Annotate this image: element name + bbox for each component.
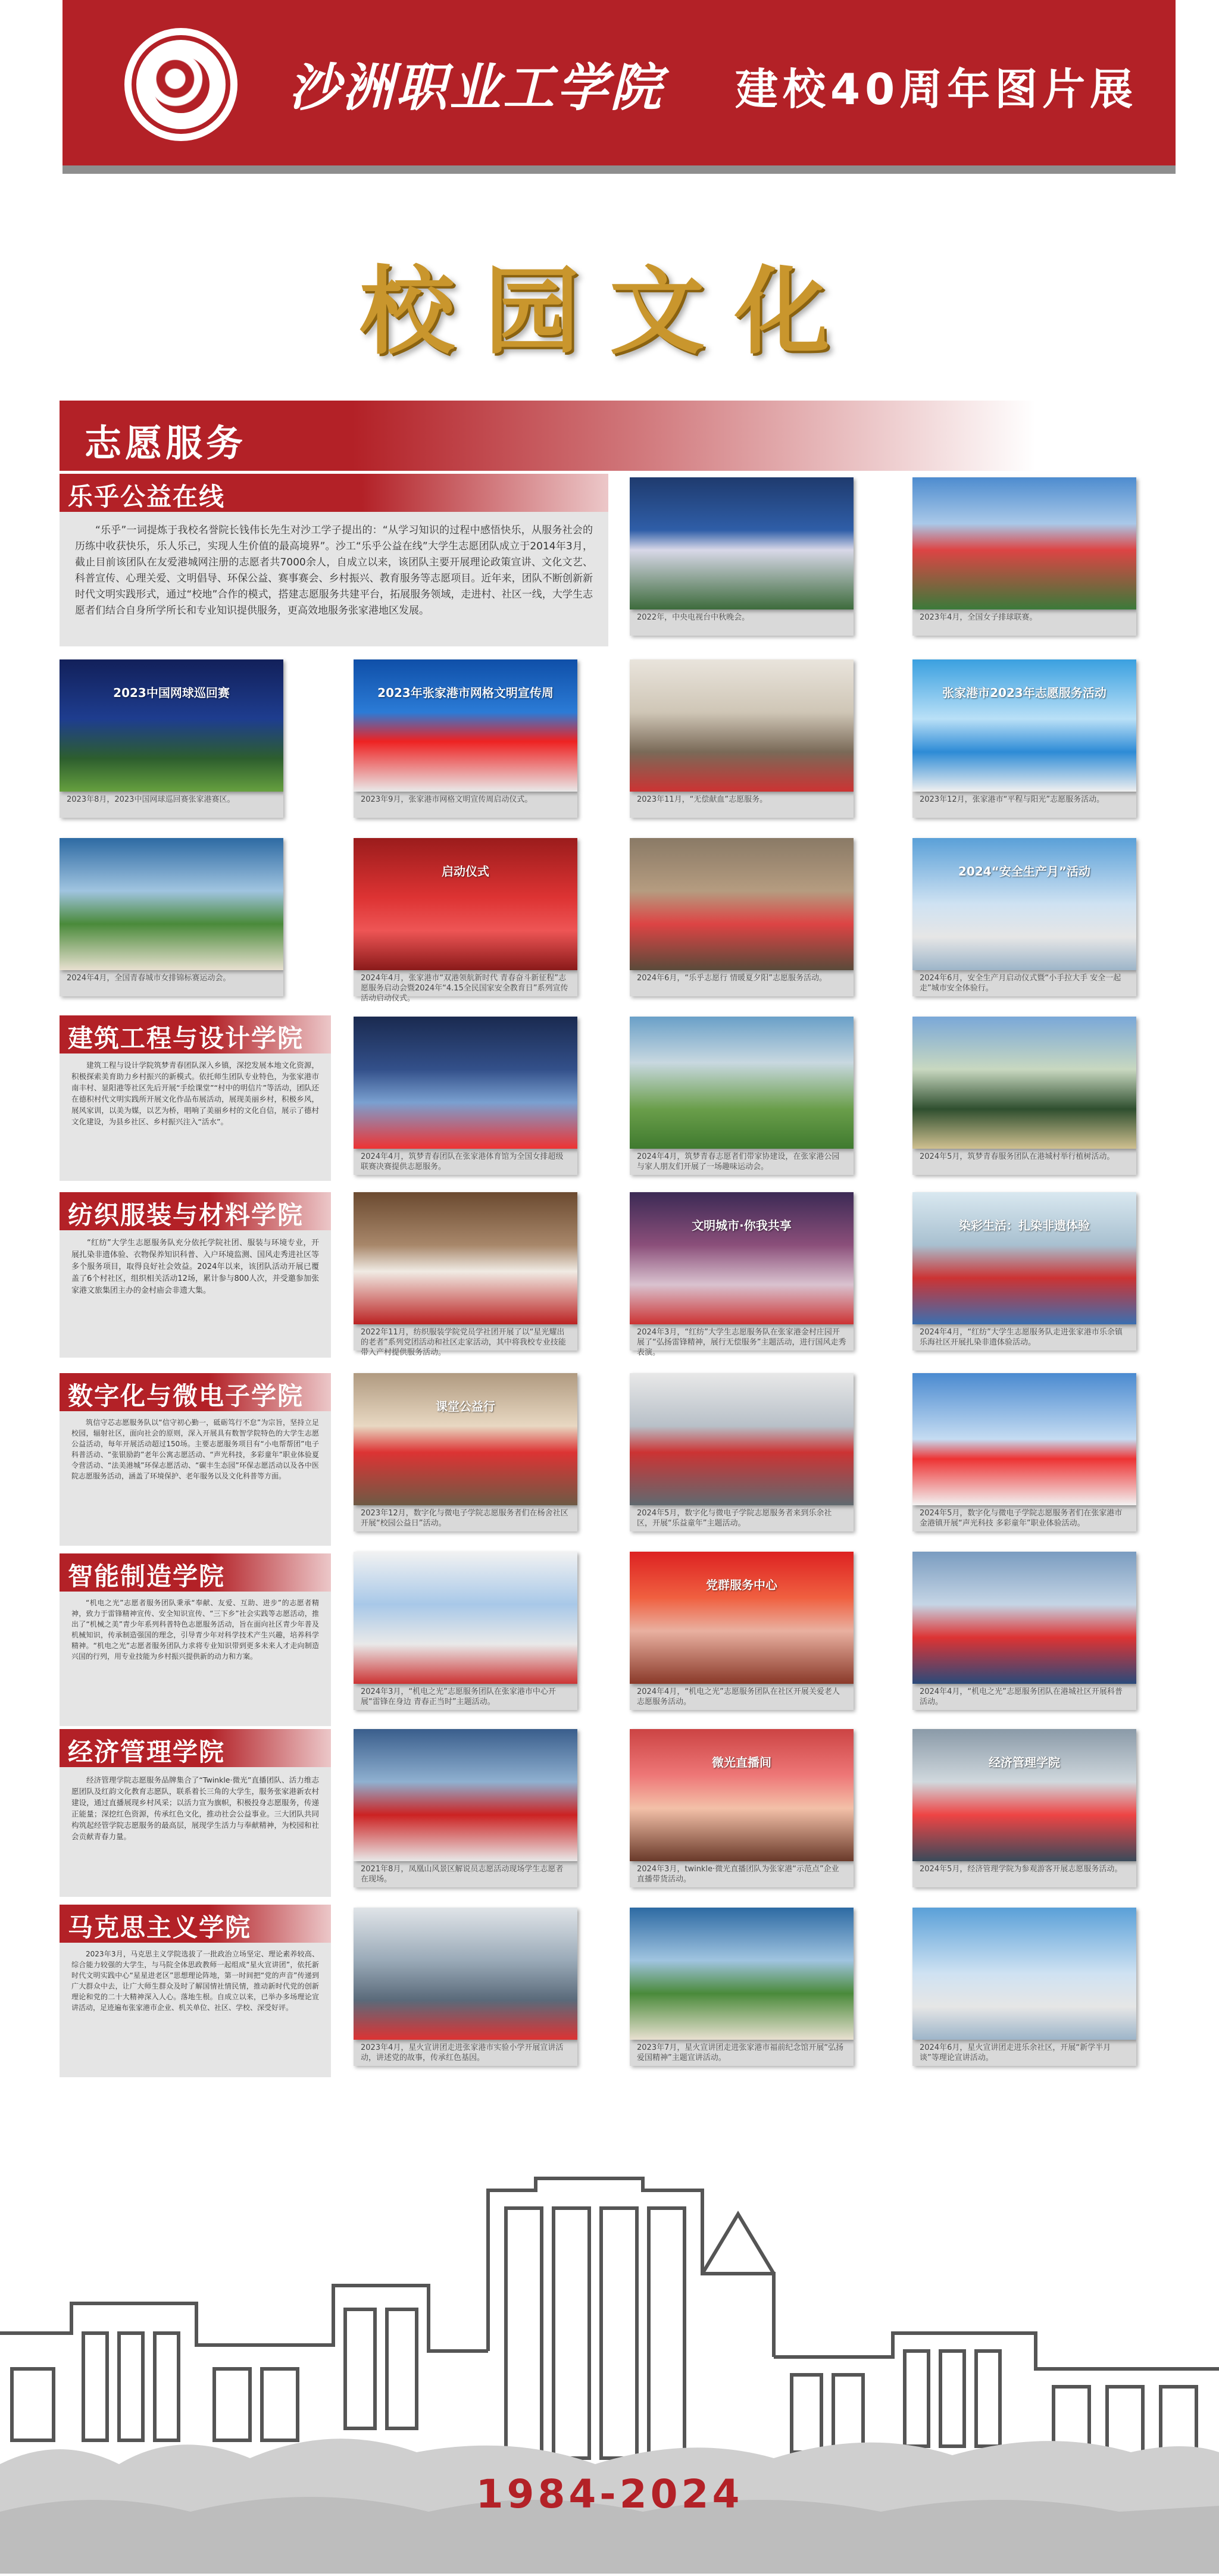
photo — [630, 477, 854, 609]
photo-caption: 2024年4月，“机电之光”志愿服务团队在社区开展关爱老人志愿服务活动。 — [630, 1684, 854, 1710]
photo-tile — [354, 659, 577, 818]
anniversary-years: 1984-2024 — [476, 2471, 743, 2517]
photo — [912, 1552, 1136, 1684]
photo-tile — [60, 838, 283, 996]
photo — [912, 477, 1136, 609]
photo-caption: 2024年3月，“红纺”大学生志愿服务队在张家港金村庄园开展了“弘扬雷锋精神，展行无偿服务”主题活动，进行国风走秀表演。 — [630, 1324, 854, 1350]
section-card-text: 建筑工程与设计学院筑梦青春团队深入乡镇，深挖发展本地文化资源，积极探索美育助力乡村振兴的新模式。依托师生团队专业特色，为张家港市南丰村、显阳港等社区先后开展“手绘课堂”“村中的明信片”等活动，团队还在德积村代文明实践所开展文化作品布展活动，展现美丽乡村，积极乡风，展风家训，以美为媒，以艺为桥，唱响了美丽乡村的文化自信，展示了德村文化建设，为县乡社区、乡村振兴注入“活水”。 — [60, 1053, 331, 1181]
section-card-title: 经济管理学院 — [68, 1737, 226, 1767]
section-card-text: 2023年3月，马克思主义学院选拔了一批政治立场坚定、理论素养较高、综合能力较强的大学生，与马院全体思政教师一起组成“星火宣讲团”，依托新时代文明实践中心“星星进老区”思想理论阵地，第一时间把“党的声音”传递到广大群众中去，让广大师生群众及时了解国情社情民情，推动新时代党的创新理论和党的二十大精神深入人心。落地生根。自成立以来，已举办多场理论宣讲活动，足迹遍布张家港市企业、机关单位、社区、学校、深受好评。 — [60, 1943, 331, 2077]
photo-tile — [630, 1729, 854, 1887]
section-card-title: 建筑工程与设计学院 — [68, 1024, 304, 1053]
photo-tile — [630, 1373, 854, 1531]
photo-overlay-text: 张家港市2023年志愿服务活动 — [942, 686, 1107, 700]
section-card-title: 智能制造学院 — [68, 1562, 226, 1591]
photo — [630, 659, 854, 792]
photo-caption: 2024年4月，筑梦青春志愿者们带家协建设，在张家港公园与家人朋友们开展了一场趣味运动会。 — [630, 1149, 854, 1175]
photo-tile — [354, 1373, 577, 1531]
photo-tile — [912, 1908, 1136, 2066]
photo-caption: 2024年3月，“机电之光”志愿服务团队在张家港市中心开展“雷锋在身边 青春正当时”主题活动。 — [354, 1684, 577, 1710]
school-name: 沙洲职业工学院 — [289, 58, 664, 118]
section-card — [60, 474, 608, 646]
photo — [60, 659, 283, 792]
photo-overlay-text: 染彩生活：扎染非遗体验 — [959, 1218, 1090, 1233]
photo-overlay-text: 2024“安全生产月”活动 — [958, 864, 1090, 879]
photo-tile — [912, 1373, 1136, 1531]
photo-caption: 2024年3月，twinkle·微光直播团队为张家港“示范点”企业直播带货活动。 — [630, 1861, 854, 1887]
section-card-header — [60, 1553, 331, 1592]
section-card-header — [60, 1905, 331, 1943]
section-card-title: 数字化与微电子学院 — [68, 1381, 304, 1411]
photo-caption: 2023年11月，“无偿献血”志愿服务。 — [630, 792, 854, 818]
photo-caption: 2024年6月，“乐乎志愿行 情暖夏夕阳”志愿服务活动。 — [630, 970, 854, 996]
photo-overlay-text: 课堂公益行 — [436, 1399, 495, 1414]
photo-caption: 2024年6月，安全生产月启动仪式暨“小手拉大手 安全一起走”城市安全体验行。 — [912, 970, 1136, 996]
photo-caption: 2024年4月，张家港市“双港领航新时代 青春奋斗新征程”志愿服务启动会暨2024年“4.15全民国家安全教育日”系列宣传活动启动仪式。 — [354, 970, 577, 996]
expo-title: 建校40周年图片展 — [735, 64, 1138, 114]
photo-tile — [630, 659, 854, 818]
photo-tile — [630, 838, 854, 996]
photo-overlay-text: 微光直播间 — [712, 1755, 771, 1770]
photo-tile — [354, 1017, 577, 1175]
photo — [630, 1373, 854, 1505]
photo — [60, 838, 283, 970]
section-card — [60, 1905, 331, 2077]
photo-caption: 2024年4月，“机电之光”志愿服务团队在港城社区开展科普活动。 — [912, 1684, 1136, 1710]
section-card-text: “机电之光”志愿者服务团队秉承“奉献、友爱、互助、进步”的志愿者精神，致力于雷锋精神宣传、安全知识宣传、“三下乡”社会实践等志愿活动，推出了“机械之美”青少年系列科普特色志愿服务活动，旨在面向社区青少年普及机械知识，传承制造强国的理念，引导青少年对科学技术产生兴趣，培养科学精神。“机电之光”志愿者服务团队力求将专业知识带到更多未来人才走向制造兴国的行列，用专业技能为乡村振兴提供新的动力和方案。 — [60, 1592, 331, 1726]
photo — [630, 1729, 854, 1861]
photo-tile — [630, 477, 854, 636]
photo — [912, 1192, 1136, 1324]
photo-caption: 2022年，中央电视台中秋晚会。 — [630, 609, 854, 636]
photo — [354, 1373, 577, 1505]
photo-tile — [630, 1192, 854, 1357]
photo — [354, 1729, 577, 1861]
photo — [912, 1908, 1136, 2040]
photo-caption: 2023年9月，张家港市网格文明宣传周启动仪式。 — [354, 792, 577, 818]
photo-tile — [630, 1552, 854, 1710]
section-card-text: “红纺”大学生志愿服务队充分依托学院社团、服装与环境专业，开展扎染非遗体验、衣物保养知识科普、入户环境监测、国风走秀进社区等多个服务项目，取得良好社会效益。2024年以来，该团队活动开展已覆盖了6个村社区，组织相关活动12场，累计参与800人次，并受邀参加张家港文旅集团主办的金村庙会非遗大集。 — [60, 1230, 331, 1358]
photo-tile — [912, 1552, 1136, 1710]
photo-caption: 2023年4月，全国女子排球联赛。 — [912, 609, 1136, 636]
photo-tile — [354, 1908, 577, 2066]
photo-caption: 2023年12月，数字化与微电子学院志愿服务者们在杨舍社区开展“校园公益日”活动。 — [354, 1505, 577, 1531]
photo-caption: 2023年8月，2023中国网球巡回赛张家港赛区。 — [60, 792, 283, 818]
photo-caption: 2022年11月，纺织服装学院党员学社团开展了以“星光耀出的老者”系列党团活动和社区走家活动，其中将我校专业技能带入产村提供服务活动。 — [354, 1324, 577, 1350]
photo-tile — [912, 477, 1136, 636]
photo-tile — [354, 1192, 577, 1357]
section-card-header — [60, 474, 608, 512]
photo-overlay-text: 经济管理学院 — [989, 1755, 1060, 1770]
section-card — [60, 1729, 331, 1897]
photo-tile — [354, 1729, 577, 1887]
section-card-text: 经济管理学院志愿服务品牌集合了“Twinkle·微光”直播团队、活力维志愿团队及红韵文化教育志愿队，联系着长三角的大学生，服务张家港新农村建设，通过直播展现乡村风采；以活力宣为旗帜，积极投身志愿服务，传递正能量；深挖红色资源，传承红色文化，推动社会公益事业。三大团队共同构筑起经管学院志愿服务的最高层，展现学生活力与奉献精神，为校园和社会贡献青春力量。 — [60, 1767, 331, 1897]
photo — [912, 1729, 1136, 1861]
photo — [630, 1017, 854, 1149]
photo-tile — [912, 838, 1136, 996]
section-card — [60, 1015, 331, 1181]
section-card-title: 乐乎公益在线 — [68, 482, 226, 511]
photo — [630, 1908, 854, 2040]
photo — [354, 1017, 577, 1149]
photo — [912, 1373, 1136, 1505]
photo — [354, 1552, 577, 1684]
photo-overlay-text: 2023中国网球巡回赛 — [113, 686, 230, 700]
section-card-text: 筑信守芯志愿服务队以“信守初心勤一，砥砺笃行不怠”为宗旨，坚持立足校园，辐射社区，面向社会的原则，深入开展具有数智学院特色的大学生志愿公益活动，每年开展活动超过150场。主要志愿服务项目有“小电帮帮团”电子科普活动、“张银励韵”老年公寓志愿活动、“声光科技，多彩童年”职业体验夏令营活动、“法美港城”环保志愿活动、“碳丰生态园”环保志愿活动以及各中医院志愿服务活动，涵盖了环境保护、老年服务以及文化科普等方面。 — [60, 1411, 331, 1546]
photo-caption: 2024年4月，筑梦青春团队在张家港体育馆为全国女排超级联赛决赛提供志愿服务。 — [354, 1149, 577, 1175]
section-card — [60, 1373, 331, 1546]
photo-overlay-text: 2023年张家港市网格文明宣传周 — [377, 686, 554, 700]
photo-caption: 2024年5月，数字化与微电子学院志愿服务者们在张家港市金港镇开展“声光科技 多彩童年”职业体验活动。 — [912, 1505, 1136, 1531]
photo-overlay-text: 启动仪式 — [442, 864, 489, 879]
photo-caption: 2024年5月，筑梦青春服务团队在港城村举行植树活动。 — [912, 1149, 1136, 1175]
photo — [630, 1192, 854, 1324]
photo-tile — [630, 1017, 854, 1175]
photo-tile — [354, 1552, 577, 1710]
section-banner-label: 志愿服务 — [85, 421, 247, 465]
logo-emblem-icon — [152, 56, 210, 113]
photo-caption: 2021年8月，凤凰山风景区解说员志愿活动现场学生志愿者在现场。 — [354, 1861, 577, 1887]
photo — [354, 659, 577, 792]
photo — [354, 1192, 577, 1324]
photo — [354, 1908, 577, 2040]
photo-overlay-text: 党群服务中心 — [706, 1578, 777, 1592]
section-card-text: “乐乎”一词提炼于我校名誉院长钱伟长先生对沙工学子提出的：“从学习知识的过程中感悟快乐，从服务社会的历练中收获快乐，乐人乐己，实现人生价值的最高境界”。沙工“乐乎公益在线”大学生志愿团队成立于2014年3月，截止目前该团队在友爱港城网注册的志愿者共7000余人，自成立以来，该团队主要开展理论政策宣讲、文化文艺、科普宣传、心理关爱、文明倡导、环保公益、赛事赛会、乡村振兴、教育服务等志愿项目。近年来，团队不断创新新时代文明实践形式，通过“校地”合作的模式，搭建志愿服务共建平台，拓展服务领域，走进村、社区一线，大学生志愿者们结合自身所学所长和专业知识提供服务，更高效地服务张家港地区发展。 — [60, 512, 608, 646]
photo-caption: 2023年12月，张家港市“平程与阳光”志愿服务活动。 — [912, 792, 1136, 818]
photo — [354, 838, 577, 970]
photo-caption: 2023年4月，星火宣讲团走进张家港市实验小学开展宣讲活动，讲述党的故事，传承红色基因。 — [354, 2040, 577, 2066]
photo-tile — [912, 659, 1136, 818]
section-card-title: 纺织服装与材料学院 — [68, 1201, 304, 1230]
photo-tile — [60, 659, 283, 818]
section-card-header — [60, 1373, 331, 1411]
logo-ring-icon — [132, 35, 230, 134]
photo-tile — [912, 1017, 1136, 1175]
photo-tile — [912, 1729, 1136, 1887]
photo — [912, 838, 1136, 970]
school-logo — [124, 28, 237, 141]
photo-tile — [630, 1908, 854, 2066]
section-card — [60, 1192, 331, 1358]
photo — [912, 1017, 1136, 1149]
page-title: 校园文化 — [359, 255, 859, 367]
photo-overlay-text: 文明城市·你我共享 — [692, 1218, 792, 1233]
photo-caption: 2023年7月，星火宣讲团走进张家港市福前纪念馆开展“弘扬爱国精神”主题宣讲活动。 — [630, 2040, 854, 2066]
section-card-header — [60, 1015, 331, 1053]
photo-caption: 2024年5月，数字化与微电子学院志愿服务者来到乐余社区，开展“乐益童年”主题活动。 — [630, 1505, 854, 1531]
photo — [912, 659, 1136, 792]
photo-caption: 2024年6月，星火宣讲团走进乐余社区，开展“新学半月谈”等理论宣讲活动。 — [912, 2040, 1136, 2066]
section-banner — [60, 401, 1036, 471]
photo-caption: 2024年4月，全国青春城市女排锦标赛运动会。 — [60, 970, 283, 996]
section-card-header — [60, 1192, 331, 1230]
photo-caption: 2024年4月，“红纺”大学生志愿服务队走进张家港市乐余镇乐海社区开展扎染非遗体验活动。 — [912, 1324, 1136, 1350]
photo-tile — [912, 1192, 1136, 1350]
section-card — [60, 1553, 331, 1726]
section-card-title: 马克思主义学院 — [68, 1913, 252, 1942]
photo-tile — [354, 838, 577, 1003]
section-card-header — [60, 1729, 331, 1767]
photo — [630, 1552, 854, 1684]
header-band — [62, 0, 1176, 165]
photo — [630, 838, 854, 970]
photo-caption: 2024年5月，经济管理学院为参观游客开展志愿服务活动。 — [912, 1861, 1136, 1887]
